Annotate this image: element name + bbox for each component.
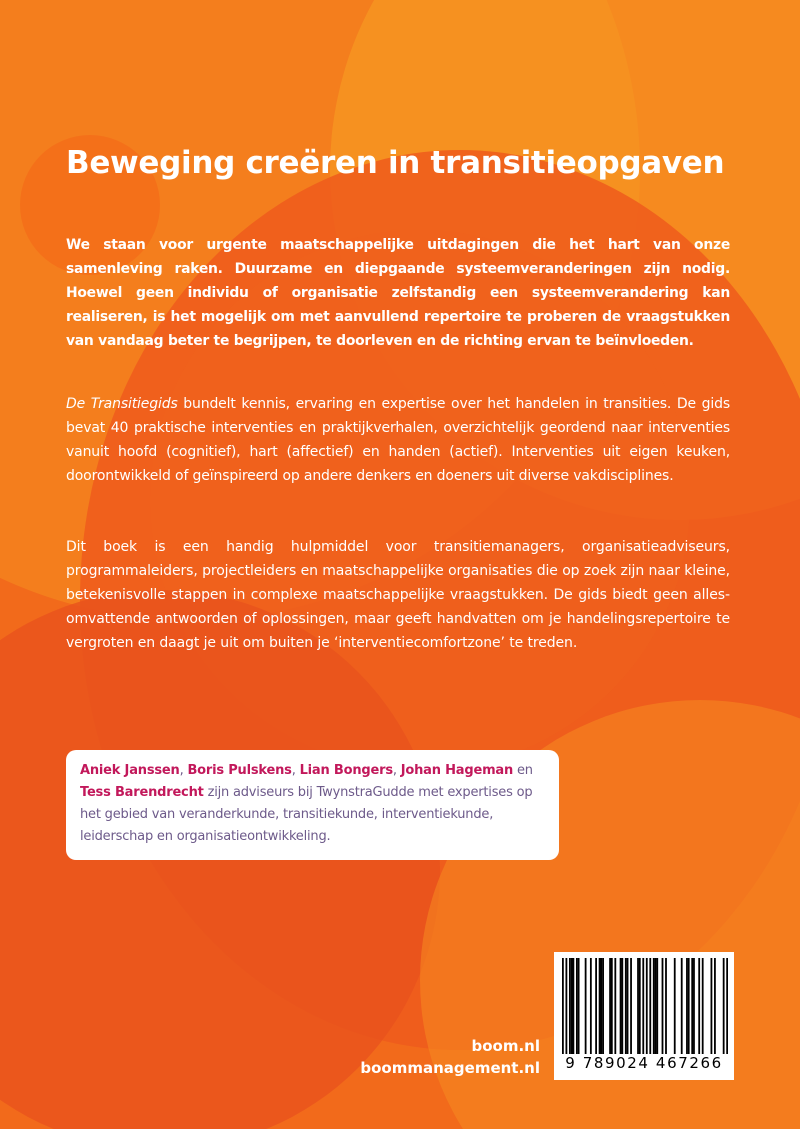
author-name: Aniek Janssen [80, 763, 180, 778]
description-text: bundelt kennis, ervaring en expertise over het handelen in transities. De gids bevat 40 praktische interventies en praktijkverhalen, overzichtelijk geordend naar interventies vanuit hoofd (cognitief), hart (affectief) en handen (actief). Interventies uit eigen keuken, doorontwikkeld of geïnspireerd op andere denkers en doeners uit diverse vakdisciplines. [66, 396, 730, 484]
barcode [554, 952, 734, 1080]
barcode-bar [621, 958, 623, 1054]
publisher-links [360, 1035, 540, 1079]
barcode-bar [693, 958, 695, 1054]
barcode-bar [627, 958, 629, 1054]
publisher-link-boom[interactable]: boom.nl [471, 1037, 540, 1055]
barcode-bar [571, 958, 573, 1054]
description-paragraph [66, 392, 730, 488]
barcode-bar [646, 958, 648, 1054]
barcode-bar [562, 958, 564, 1054]
barcode-bar [702, 958, 704, 1054]
barcode-bar [681, 958, 683, 1054]
author-separator: , [291, 763, 300, 778]
barcode-bar [625, 958, 627, 1054]
barcode-bar [614, 958, 616, 1054]
author-description [80, 760, 550, 848]
barcode-bar [630, 958, 632, 1054]
barcode-bar [576, 958, 578, 1054]
author-name: Boris Pulskens [187, 763, 292, 778]
barcode-bar [656, 958, 658, 1054]
barcode-bar [642, 958, 644, 1054]
publisher-link-boommanagement[interactable]: boommanagement.nl [360, 1059, 540, 1077]
barcode-bar [590, 958, 592, 1054]
barcode-bars [562, 958, 728, 1054]
barcode-bar [602, 958, 604, 1054]
barcode-bar [723, 958, 725, 1054]
author-separator: , [179, 763, 188, 778]
barcode-bar [674, 958, 676, 1054]
barcode-bar [726, 958, 728, 1054]
barcode-bar [691, 958, 693, 1054]
barcode-bar [609, 958, 611, 1054]
barcode-bar [665, 958, 667, 1054]
intro-paragraph: We staan voor urgente maatschappelijke uitdagingen die het hart van onze samenleving raken. Duurzame en diepgaande systeemveranderingen zijn nodig. Hoewel geen individu of organisatie zelfstandig een systeemverandering kan realiseren, is het mogelijk om met aanvullend repertoire te proberen de vraagstukken van vandaag beter te begrijpen, te doorleven en de richting ervan te beïnvloeden. [66, 237, 730, 349]
barcode-bar [565, 958, 567, 1054]
author-box [66, 750, 559, 860]
barcode-bar [662, 958, 664, 1054]
author-separator: en [513, 763, 533, 778]
barcode-bar [578, 958, 580, 1054]
barcode-bar [572, 958, 574, 1054]
book-title-italic: De Transitiegids [66, 396, 178, 412]
author-name: Johan Hageman [400, 763, 514, 778]
author-name: Tess Barendrecht [80, 785, 204, 800]
author-separator: , [392, 763, 401, 778]
barcode-bar [711, 958, 713, 1054]
barcode-bar [655, 958, 657, 1054]
isbn-number: 9 789024 467266 [565, 1054, 723, 1072]
barcode-bar [698, 958, 700, 1054]
barcode-bar [688, 958, 690, 1054]
barcode-bar [637, 958, 639, 1054]
author-name: Lian Bongers [299, 763, 393, 778]
barcode-bar [686, 958, 688, 1054]
barcode-bar [599, 958, 601, 1054]
barcode-bar [649, 958, 651, 1054]
barcode-bar [600, 958, 602, 1054]
author-bio: zijn adviseurs bij TwynstraGudde met expertises op het gebied van veranderkunde, transitiekunde, interventiekunde, leiderschap en organisatieontwikkeling. [80, 785, 533, 844]
barcode-bar [595, 958, 597, 1054]
barcode-bar [611, 958, 613, 1054]
barcode-bar [639, 958, 641, 1054]
barcode-bar [585, 958, 587, 1054]
cover-title: Beweging creëren in transitieopgaven [66, 145, 725, 181]
barcode-bar [714, 958, 716, 1054]
audience-paragraph: Dit boek is een handig hulpmiddel voor transitiemanagers, organisatieadviseurs, programmaleiders, projectleiders en maatschappelijke organisaties die op zoek zijn naar kleine, betekenisvolle stappen in complexe maatschappelijke vraagstukken. De gids biedt geen allesomvattende antwoorden of oplossingen, maar geeft handvatten om je handelingsrepertoire te vergroten en daagt je uit om buiten je ‘interventiecomfortzone’ te treden. [66, 539, 730, 651]
barcode-bar [620, 958, 622, 1054]
barcode-bar [653, 958, 655, 1054]
barcode-bar [569, 958, 571, 1054]
